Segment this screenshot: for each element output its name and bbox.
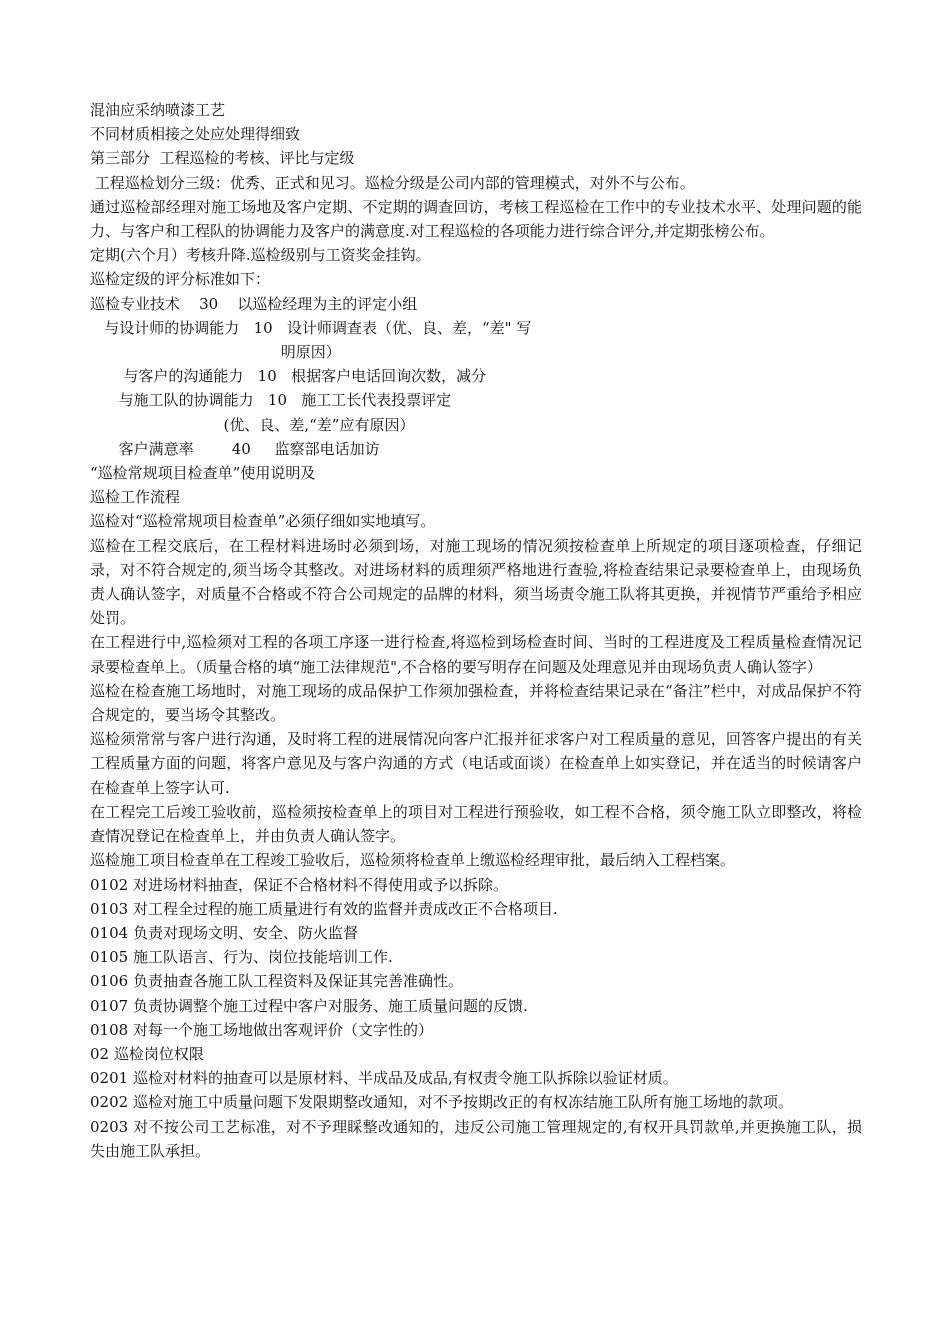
- criteria-block: [90, 292, 862, 461]
- duty-item: 0201 巡检对材料的抽查可以是原材料、半成品及成品,有权责令施工队拆除以验证材质。: [90, 1069, 678, 1088]
- duty-item: 0105 施工队语言、行为、岗位技能培训工作.: [90, 948, 393, 967]
- text-line: 定期(六个月）考核升降.巡检级别与工资奖金挂钩。: [90, 246, 431, 265]
- text-line: 巡检对“巡检常规项目检查单”必须仔细如实地填写。: [90, 512, 436, 531]
- paragraph-material: 巡检在工程交底后，在工程材料进场时必须到场，对施工现场的情况须按检查单上所规定的项目逐项检查，仔细记录，对不符合规定的,须当场令其整改。对进场材料的质理须严格地进行查验,将检查结果记录要检查单上，由现场负责人确认签字，对质量不合格或不符合公司规定的品牌的材料，须当场责令施工队将其更换，并视情节严重给予相应处罚。: [90, 536, 862, 628]
- text-line: 巡检施工项目检查单在工程竣工验收后，巡检须将检查单上缴巡检经理审批，最后纳入工程档案。: [90, 851, 736, 870]
- criteria-row: 明原因）: [90, 343, 341, 362]
- criteria-row: 与设计师的协调能力 10 设计师调查表（优、良、差，“差" 写: [90, 318, 532, 337]
- checklist-heading: 巡检工作流程: [90, 488, 181, 507]
- duty-item: 0102 对进场材料抽查，保证不合格材料不得使用或予以拆除。: [90, 875, 508, 894]
- criteria-row: 客户满意率 40 监察部电话加访: [90, 439, 380, 458]
- duty-item: 0106 负责抽查各施工队工程资料及保证其完善准确性。: [90, 972, 463, 991]
- text-line: 工程巡检划分三级：优秀、正式和见习。巡检分级是公司内部的管理模式，对外不与公布。: [90, 173, 695, 192]
- duty-item: 0202 巡检对施工中质量问题下发限期整改通知，对不予按期改正的有权冻结施工队所有施工场地的款项。: [90, 1093, 793, 1112]
- section-heading: 第三部分 工程巡检的考核、评比与定级: [90, 149, 355, 168]
- text-line: 巡检定级的评分标准如下：: [90, 270, 271, 289]
- paragraph-protection: 巡检在检查施工场地时，对施工现场的成品保护工作须加强检查，并将检查结果记录在“备注”栏中，对成品保护不符合规定的，要当场令其整改。: [90, 681, 862, 725]
- document-body: [90, 98, 862, 1163]
- paragraph-evaluation: 通过巡检部经理对施工场地及客户定期、不定期的调查回访，考核工程巡检在工作中的专业技术水平、处理问题的能力、与客户和工程队的协调能力及客户的满意度.对工程巡检的各项能力进行综合评分,并定期张榜公布。: [90, 197, 862, 241]
- checklist-heading: “巡检常规项目检查单”使用说明及: [90, 464, 316, 483]
- section-heading: 02 巡检岗位权限: [90, 1044, 204, 1063]
- criteria-row: 与客户的沟通能力 10 根据客户电话回询次数，减分: [90, 367, 487, 386]
- criteria-row: 巡检专业技术 30 以巡检经理为主的评定小组: [90, 294, 418, 313]
- paragraph-process: 在工程进行中,巡检须对工程的各项工序逐一进行检查,将巡检到场检查时间、当时的工程进度及工程质量检查情况记录要检查单上。（质量合格的填“施工法律规范",不合格的要写明存在问题及处理意见并由现场负责人确认签字）: [90, 633, 862, 676]
- criteria-row: (优、良、差,“差”应有原因）: [90, 415, 415, 434]
- duty-item: 0104 负责对现场文明、安全、防火监督: [90, 923, 358, 942]
- duties-list: [90, 873, 862, 1163]
- criteria-row: 与施工队的协调能力 10 施工工长代表投票评定: [90, 391, 452, 410]
- duty-item: 0203 对不按公司工艺标准，对不予理睬整改通知的，违反公司施工管理规定的,有权开具罚款单,并更换施工队，损失由施工队承担。: [90, 1117, 862, 1160]
- duty-item: 0107 负责协调整个施工过程中客户对服务、施工质量问题的反馈.: [90, 996, 528, 1015]
- duty-item: 0103 对工程全过程的施工质量进行有效的监督并责成改正不合格项目.: [90, 899, 558, 918]
- duty-item: 0108 对每一个施工场地做出客观评价（文字性的）: [90, 1020, 433, 1039]
- paragraph-client: 巡检须常常与客户进行沟通，及时将工程的进展情况向客户汇报并征求客户对工程质量的意见，回答客户提出的有关工程质量方面的问题，将客户意见及与客户沟通的方式（电话或面谈）在检查单上如实登记，并在适当的时候请客户在检查单上签字认可.: [90, 730, 862, 797]
- paragraph-final-inspection: 在工程完工后竣工验收前，巡检须按检查单上的项目对工程进行预验收，如工程不合格，须令施工队立即整改，将检查情况登记在检查单上，并由负责人确认签字。: [90, 802, 862, 846]
- text-line: 不同材质相接之处应处理得细致: [90, 125, 301, 144]
- text-line: 混油应采纳喷漆工艺: [90, 101, 226, 119]
